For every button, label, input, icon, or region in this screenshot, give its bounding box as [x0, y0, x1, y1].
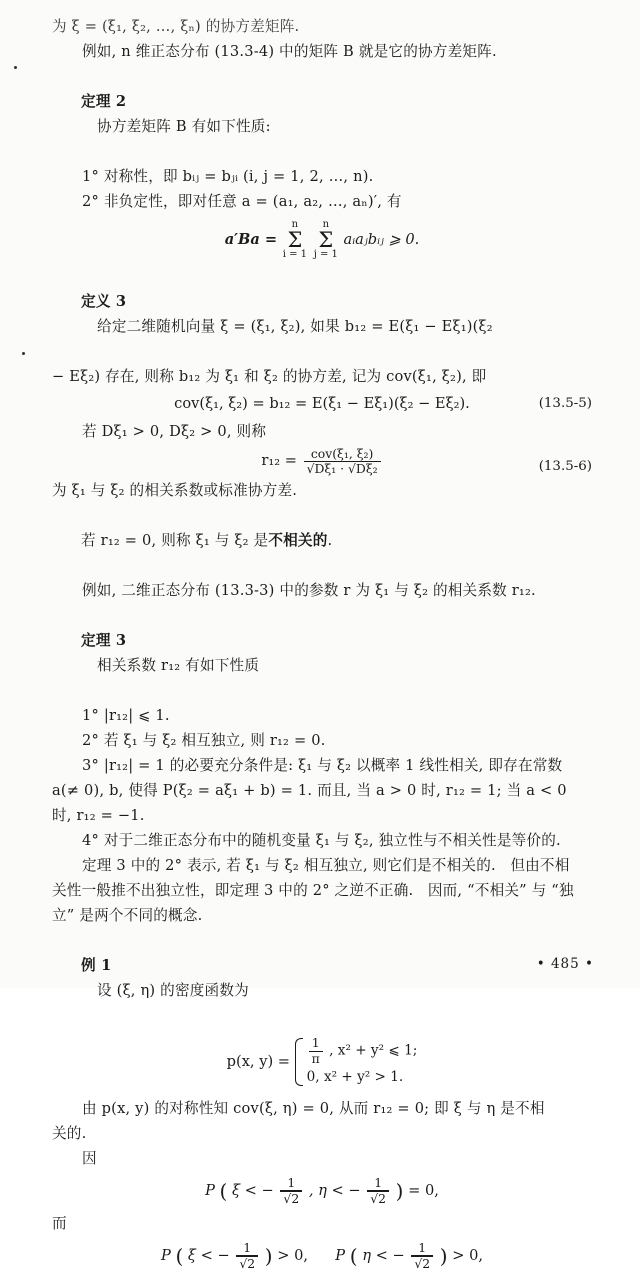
- density-cases: [295, 1036, 418, 1088]
- theorem-3-property-3-cont2: 时, r₁₂ = −1.: [52, 807, 145, 825]
- equation-13-5-5-number: (13.5-5): [538, 396, 592, 412]
- theorem-3-heading: [52, 603, 592, 703]
- marginal-prob-1-close-paren: ): [264, 1244, 273, 1269]
- uncorrelated-prefix: 若 r₁₂ = 0, 则称 ξ₁ 与 ξ₂ 是: [81, 532, 269, 550]
- equation-13-5-5: [52, 389, 592, 419]
- marginal-prob-2-lhs: P: [335, 1247, 346, 1265]
- joint-prob-open-paren: (: [219, 1179, 228, 1204]
- theorem-2-text: 协方差矩阵 B 有如下性质:: [97, 118, 271, 135]
- marginal-prob-1-lhs: P: [160, 1247, 171, 1265]
- sigma-icon-inner: Σ: [318, 227, 334, 252]
- line-example-bivariate-normal: 例如, 二维正态分布 (13.3-3) 中的参数 r 为 ξ₁ 与 ξ₂ 的相关系数 r₁₂.: [82, 582, 536, 600]
- remark-line-1: 定理 3 中的 2° 表示, 若 ξ₁ 与 ξ₂ 相互独立, 则它们是不相关的. 但由不相: [82, 857, 570, 875]
- sum-symbol-inner: [314, 220, 338, 260]
- uncorrelated-suffix: .: [327, 532, 333, 550]
- density-case-1: [307, 1036, 418, 1066]
- equation-13-5-6-number: (13.5-6): [538, 459, 592, 475]
- equation-quadratic-tail: aᵢaⱼbᵢⱼ ⩾ 0.: [343, 231, 420, 249]
- page-content: [52, 14, 592, 1276]
- joint-prob-frac2-den: √2: [367, 1191, 389, 1206]
- margin-dot-1: [14, 66, 17, 69]
- page-number: • 485 •: [536, 956, 594, 972]
- line-example-normal-dist: 例如, n 维正态分布 (13.3-4) 中的矩阵 B 就是它的协方差矩阵.: [82, 43, 497, 60]
- equation-13-5-6-lhs: r₁₂ =: [261, 452, 297, 470]
- line-however: 而: [52, 1215, 67, 1233]
- theorem-2-label: 定理 2: [81, 93, 127, 110]
- definition-3-heading: [52, 264, 592, 364]
- theorem-2-heading: [52, 64, 592, 164]
- theorem-3-property-2: 2° 若 ξ₁ 与 ξ₂ 相互独立, 则 r₁₂ = 0.: [82, 732, 326, 750]
- sum-symbol-outer: [283, 220, 307, 260]
- marginal-prob-1-frac-num: 1: [236, 1241, 258, 1256]
- equation-13-5-6: [52, 444, 592, 478]
- equation-marginal-probabilities: [52, 1236, 592, 1276]
- theorem-2-property-1: 1° 对称性，即 bᵢⱼ = bⱼᵢ (i, j = 1, 2, …, n).: [82, 168, 374, 185]
- density-case-1-fraction: [309, 1036, 323, 1066]
- equation-joint-probability-zero: [52, 1171, 592, 1211]
- equation-quadratic-lhs: a′Ba =: [224, 231, 278, 249]
- marginal-prob-2-fraction: [411, 1241, 433, 1272]
- sum-outer-lower: i = 1: [282, 248, 308, 260]
- marginal-prob-2-frac-num: 1: [411, 1241, 433, 1256]
- line-correlation-coefficient-name: 为 ξ₁ 与 ξ₂ 的相关系数或标准协方差.: [52, 482, 298, 500]
- definition-3-continued: − Eξ₂) 存在, 则称 b₁₂ 为 ξ₁ 和 ξ₂ 的协方差, 记为 cov(ξ₁, ξ₂), 即: [52, 368, 487, 386]
- line-because: 因: [82, 1150, 97, 1168]
- margin-dot-2: [22, 352, 25, 355]
- correlation-fraction: [304, 447, 381, 477]
- density-case-2: 0, x² + y² > 1.: [306, 1068, 404, 1085]
- marginal-prob-1-frac-den: √2: [236, 1256, 258, 1271]
- correlation-numerator: cov(ξ₁, ξ₂): [304, 447, 381, 462]
- joint-prob-inner-b: , η < −: [308, 1182, 361, 1200]
- theorem-3-property-3-cont1: a(≠ 0), b, 使得 P(ξ₂ = aξ₁ + b) = 1. 而且, 当 a > 0 时, r₁₂ = 1; 当 a < 0: [52, 782, 567, 800]
- uncorrelated-emphasis: 不相关的: [268, 532, 328, 550]
- marginal-prob-1-tail: > 0,: [277, 1247, 308, 1265]
- line-uncorrelated-def: [52, 503, 592, 578]
- correlation-denominator: √Dξ₁ · √Dξ₂: [306, 460, 378, 476]
- joint-prob-lhs: P: [205, 1182, 215, 1200]
- marginal-prob-2-tail: > 0,: [452, 1247, 483, 1265]
- sigma-icon-outer: Σ: [287, 227, 303, 252]
- line-symmetry-conclusion-cont: 关的.: [52, 1125, 87, 1143]
- theorem-3-label: 定理 3: [81, 632, 127, 650]
- definition-3-text: 给定二维随机向量 ξ = (ξ₁, ξ₂), 如果 b₁₂ = E(ξ₁ − Eξ₁)(ξ₂: [97, 318, 493, 336]
- joint-prob-close-paren: ): [395, 1179, 404, 1204]
- density-case-1-numerator: 1: [309, 1036, 323, 1051]
- line-covariance-matrix-def: 为 ξ = (ξ₁, ξ₂, …, ξₙ) 的协方差矩阵.: [52, 18, 300, 35]
- marginal-prob-1-fraction: [236, 1241, 258, 1272]
- joint-prob-fraction-2: [367, 1176, 389, 1207]
- theorem-3-property-4: 4° 对于二维正态分布中的随机变量 ξ₁ 与 ξ₂, 独立性与不相关性是等价的.: [82, 832, 561, 850]
- marginal-prob-1-open-paren: (: [175, 1244, 184, 1269]
- example-1-text: 设 (ξ, η) 的密度函数为: [97, 982, 249, 1000]
- remark-line-2: 关性一般推不出独立性，即定理 3 中的 2° 之逆不正确. 因而, “不相关” 与 “独: [52, 882, 574, 900]
- line-symmetry-conclusion: 由 p(x, y) 的对称性知 cov(ξ, η) = 0, 从而 r₁₂ = 0; 即 ξ 与 η 是不相: [82, 1100, 545, 1118]
- example-1-label: 例 1: [81, 957, 112, 975]
- joint-prob-frac1-num: 1: [280, 1176, 302, 1191]
- equation-quadratic-form: [52, 220, 592, 260]
- theorem-3-property-3: 3° |r₁₂| = 1 的必要充分条件是: ξ₁ 与 ξ₂ 以概率 1 线性相关, 即存在常数: [82, 757, 563, 775]
- sum-inner-upper: n: [322, 219, 330, 230]
- marginal-prob-1-inner: ξ < −: [187, 1247, 230, 1265]
- theorem-3-text: 相关系数 r₁₂ 有如下性质: [97, 657, 260, 675]
- joint-prob-fraction-1: [280, 1176, 302, 1207]
- equation-density-function: [52, 1036, 592, 1088]
- joint-prob-tail: = 0,: [408, 1182, 439, 1200]
- joint-prob-inner-a: ξ < −: [232, 1182, 274, 1200]
- marginal-prob-2-open-paren: (: [349, 1244, 358, 1269]
- equation-13-5-5-body: cov(ξ₁, ξ₂) = b₁₂ = E(ξ₁ − Eξ₁)(ξ₂ − Eξ₂).: [174, 395, 470, 413]
- definition-3-label: 定义 3: [81, 293, 127, 311]
- sum-inner-lower: j = 1: [313, 248, 338, 260]
- remark-line-3: 立” 是两个不同的概念.: [52, 907, 203, 925]
- marginal-prob-2-frac-den: √2: [411, 1256, 433, 1271]
- density-lhs: p(x, y) =: [226, 1053, 291, 1071]
- theorem-2-property-2: 2° 非负定性，即对任意 a = (a₁, a₂, …, aₙ)′, 有: [82, 193, 402, 210]
- density-case-1-denominator: π: [311, 1050, 320, 1066]
- line-variance-positive: 若 Dξ₁ > 0, Dξ₂ > 0, 则称: [82, 423, 267, 441]
- marginal-prob-2-inner: η < −: [362, 1247, 405, 1265]
- joint-prob-frac2-num: 1: [367, 1176, 389, 1191]
- theorem-3-property-1: 1° |r₁₂| ⩽ 1.: [82, 707, 170, 725]
- density-case-1-condition: , x² + y² ⩽ 1;: [329, 1042, 418, 1059]
- joint-prob-frac1-den: √2: [280, 1191, 302, 1206]
- example-1-heading: [52, 928, 592, 1028]
- sum-outer-upper: n: [291, 219, 299, 230]
- marginal-prob-2-close-paren: ): [439, 1244, 448, 1269]
